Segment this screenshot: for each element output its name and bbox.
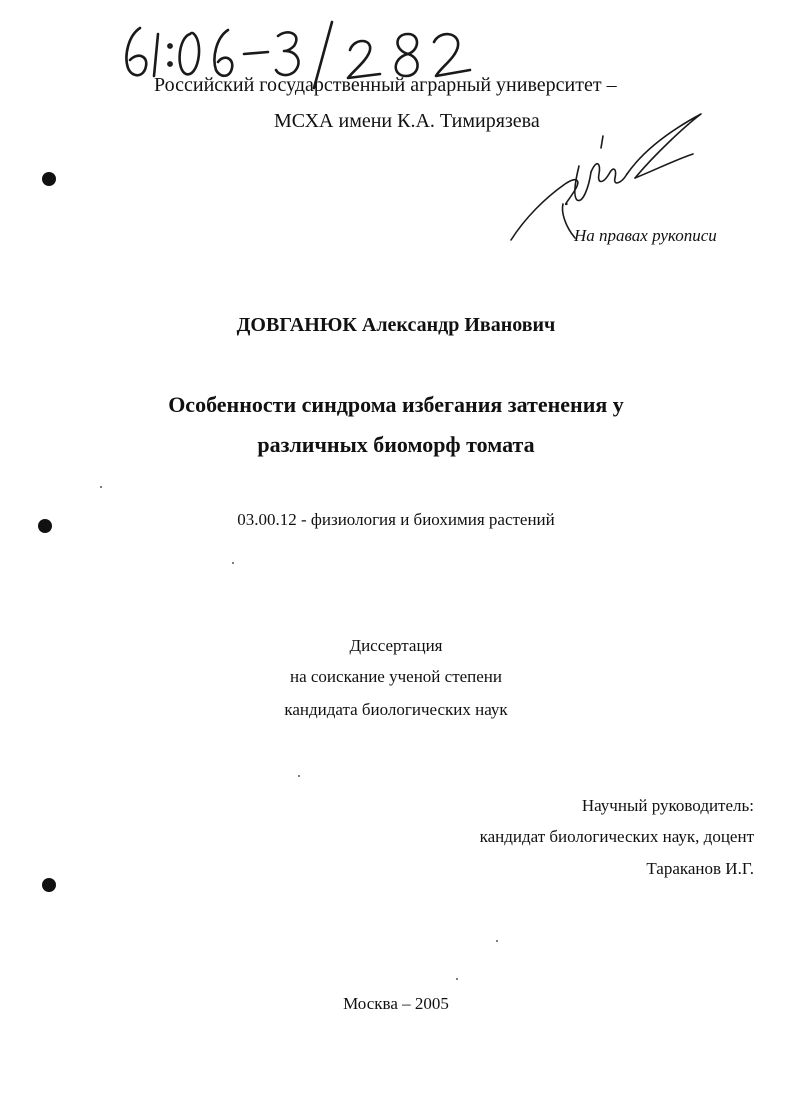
author-name: ДОВГАНЮК Александр Иванович	[236, 314, 556, 336]
supervisor-degree: кандидат биологических наук, доцент	[479, 827, 754, 846]
dissertation-title-line-1: Особенности синдрома избегания затенения у	[168, 392, 624, 417]
scan-speck	[496, 940, 498, 942]
scan-speck	[232, 562, 234, 564]
punch-hole	[42, 172, 56, 186]
manuscript-rights-note: На правах рукописи	[574, 226, 717, 245]
degree-name: кандидата биологических наук	[284, 700, 508, 719]
punch-hole	[38, 519, 52, 533]
supervisor-name: Тараканов И.Г.	[646, 859, 754, 878]
university-name-line-2: МСХА имени К.А. Тимирязева	[274, 110, 540, 132]
punch-hole	[42, 878, 56, 892]
dissertation-title-line-2: различных биоморф томата	[257, 432, 535, 457]
specialty-code: 03.00.12 - физиология и биохимия растений	[237, 510, 555, 529]
university-name-line-1: Российский государственный аграрный университет –	[154, 74, 617, 96]
dissertation-label: Диссертация	[349, 636, 443, 655]
supervisor-label: Научный руководитель:	[581, 796, 754, 815]
degree-purpose: на соискание ученой степени	[289, 667, 503, 686]
scan-speck	[298, 775, 300, 777]
city-year: Москва – 2005	[343, 994, 449, 1013]
scan-speck	[100, 486, 102, 488]
scan-speck	[456, 978, 458, 980]
